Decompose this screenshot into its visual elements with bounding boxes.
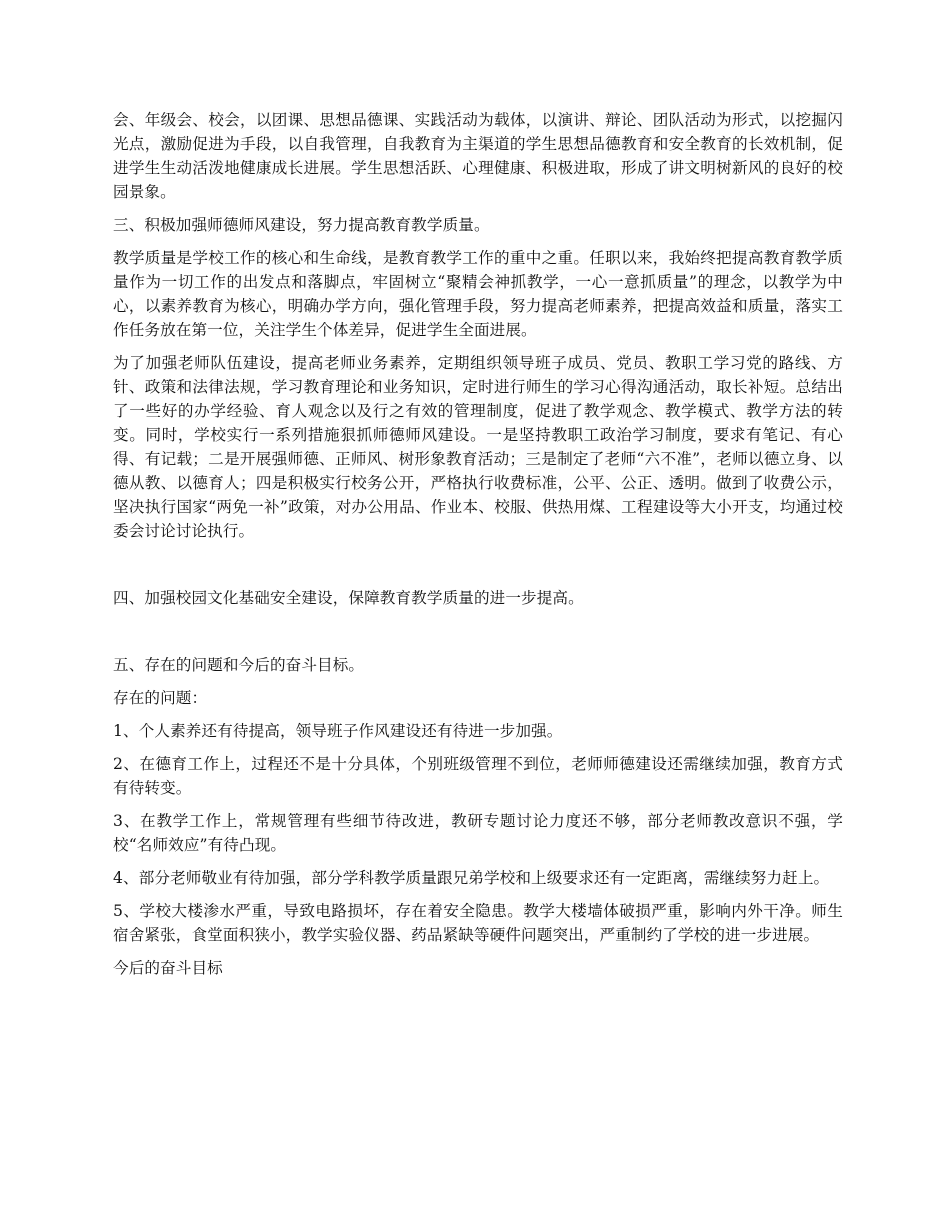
heading-section-5: 五、存在的问题和今后的奋斗目标。 — [113, 656, 365, 674]
heading-section-3: 三、积极加强师德师风建设，努力提高教育教学质量。 — [113, 216, 490, 234]
problem-item-3: 3、在教学工作上，常规管理有些细节待改进，教研专题讨论力度还不够，部分老师教改意识不强，学校“名师效应”有待凸现。 — [113, 812, 843, 854]
problem-item-5: 5、学校大楼渗水严重，导致电路损坏，存在着安全隐患。教学大楼墙体破损严重，影响内外干净。师生宿舍紧张，食堂面积狭小，教学实验仪器、药品紧缺等硬件问题突出，严重制约了学校的进一步进展。 — [113, 902, 843, 944]
paragraph-moral-education-end: 会、年级会、校会，以团课、思想品德课、实践活动为载体，以演讲、辩论、团队活动为形式，以挖掘闪光点，激励促进为手段，以自我管理，自我教育为主渠道的学生思想品德教育和安全教育的长效机制，促进学生生动活泼地健康成长进展。学生思想活跃、心理健康、积极进取，形成了讲文明树新风的良好的校园景象。 — [113, 111, 843, 201]
problem-item-2: 2、在德育工作上，过程还不是十分具体，个别班级管理不到位，老师师德建设还需继续加强，教育方式有待转变。 — [113, 755, 843, 797]
heading-section-4: 四、加强校园文化基础安全建设，保障教育教学质量的进一步提高。 — [113, 589, 584, 607]
paragraph-teaching-quality: 教学质量是学校工作的核心和生命线，是教育教学工作的重中之重。任职以来，我始终把提高教育教学质量作为一切工作的出发点和落脚点，牢固树立“聚精会神抓教学，一心一意抓质量”的理念，以教学为中心，以素养教育为核心，明确办学方向，强化管理手段，努力提高老师素养，把提高效益和质量，落实工作任务放在第一位，关注学生个体差异，促进学生全面进展。 — [113, 249, 843, 339]
paragraph-teacher-team: 为了加强老师队伍建设，提高老师业务素养，定期组织领导班子成员、党员、教职工学习党的路线、方针、政策和法律法规，学习教育理论和业务知识，定时进行师生的学习心得沟通活动，取长补短。总结出了一些好的办学经验、育人观念以及行之有效的管理制度，促进了教学观念、教学模式、教学方法的转变。同时，学校实行一系列措施狠抓师德师风建设。一是坚持教职工政治学习制度，要求有笔记、有心得、有记载；二是开展强师德、正师风、树形象教育活动；三是制定了老师“六不准”，老师以德立身、以德从教、以德育人；四是积极实行校务公开，严格执行收费标准，公平、公正、透明。做到了收费公示，坚决执行国家“两免一补”政策，对办公用品、作业本、校服、供热用煤、工程建设等大小开支，均通过校委会讨论讨论执行。 — [113, 354, 843, 540]
problem-item-4: 4、部分老师敬业有待加强，部分学科教学质量跟兄弟学校和上级要求还有一定距离，需继续努力赶上。 — [113, 869, 830, 887]
problem-item-1: 1、个人素养还有待提高，领导班子作风建设还有待进一步加强。 — [113, 722, 563, 740]
document-page — [113, 108, 843, 980]
subheading-existing-problems: 存在的问题： — [113, 689, 208, 707]
subheading-future-goals: 今后的奋斗目标 — [113, 959, 223, 977]
